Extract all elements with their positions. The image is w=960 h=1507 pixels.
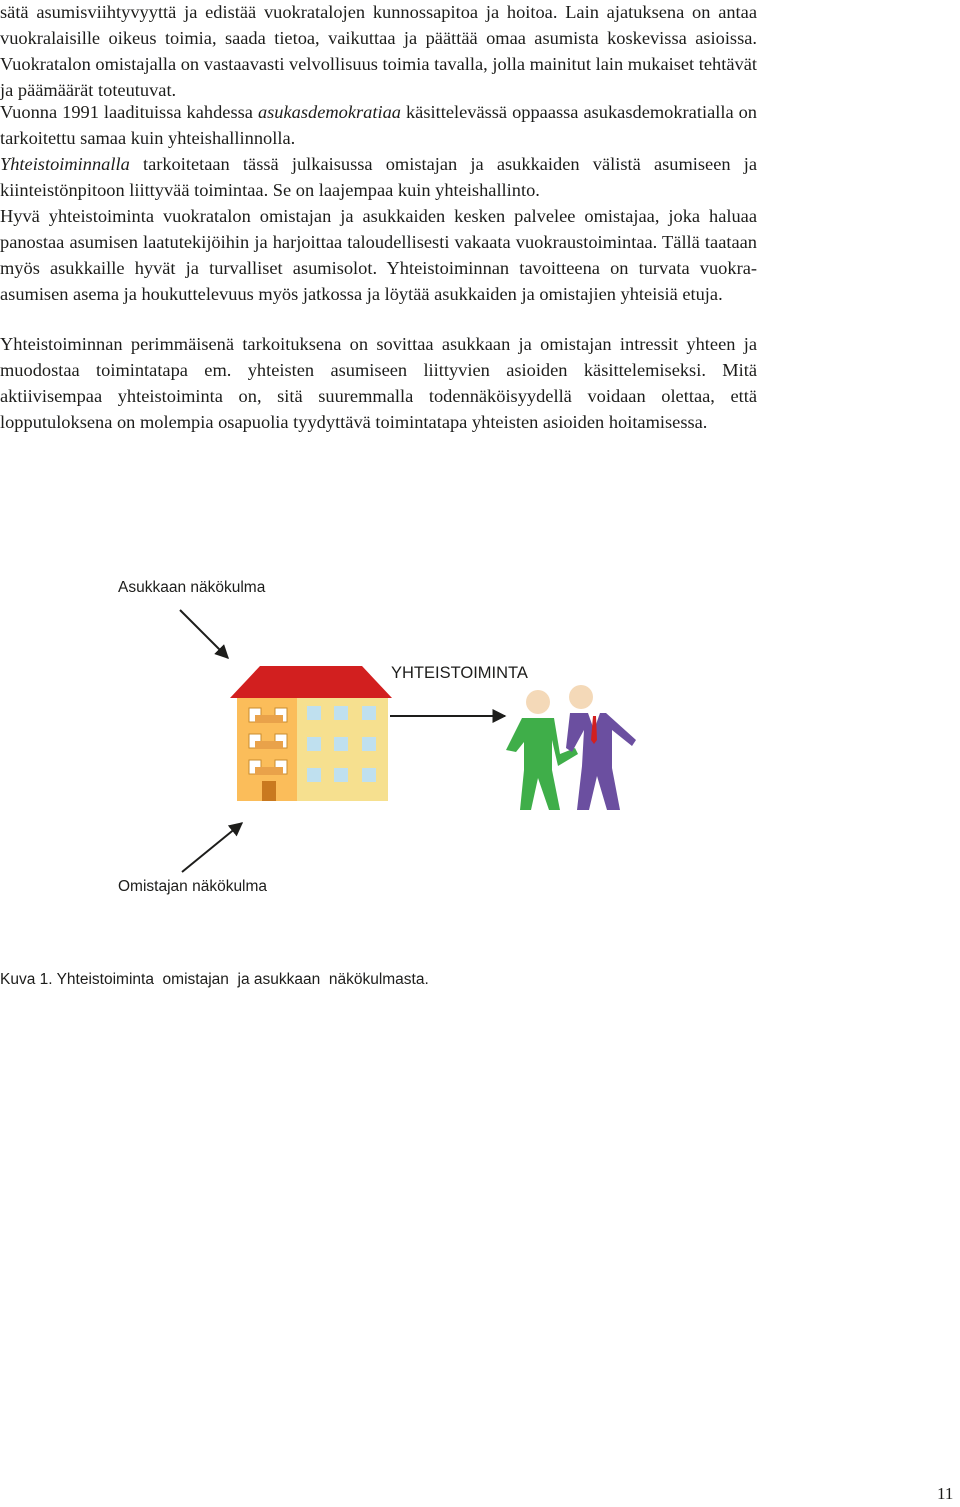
paragraph-good-cooperation: Hyvä yhteistoiminta vuokratalon omistajan ja asukkaiden kesken palvelee omistajaa, joka haluaa panostaa asumisen laatutekijöihin ja harjoittaa taloudellisesti vakaata vuokraustoimintaa. Tällä taataan myös asukkaille hyvät ja turvalliset asumisolot. Yhteistoiminnan tavoitteena on turvata vuokra-asumisen asema ja houkuttelevuus myös jatkossa ja löytää asukkaiden ja omistajien yhteisiä etuja.: [0, 206, 757, 304]
owner-perspective-label: Omistajan näkökulma: [118, 878, 268, 895]
paragraph-intro: sätä asumisviihtyvyyttä ja edistää vuokratalojen kunnossapitoa ja hoitoa. Lain ajatuksena on antaa vuokralaisille oikeus toimia, saada tietoa, vaikuttaa ja päättää omaa asumista koskevissa asioissa. Vuokratalon omistajalla on vastaavasti velvollisuus toimia tavalla, jolla mainitut lain mukaiset tehtävät ja päämäärät toteutuvat.: [0, 2, 757, 100]
resident-person-icon: [506, 690, 578, 810]
p2-text-after: käsittelevässä oppaassa asukasdemokratialla on tarkoitettu samaa kuin yhteishallinnolla.: [0, 102, 758, 148]
owner-person-icon: [566, 685, 636, 810]
paragraph-asukasdemokratia: [0, 100, 757, 152]
page-number: 11: [937, 1484, 954, 1503]
resident-perspective-label: Asukkaan näkökulma: [118, 579, 266, 596]
p3-italic-term: Yhteistoiminnalla: [0, 154, 130, 174]
paragraph-purpose: Yhteistoiminnan perimmäisenä tarkoituksena on sovittaa asukkaan ja omistajan intressit yhteen ja muodostaa toimintatapa em. yhteisten asumiseen liittyvien asioiden käsittelemiseksi. Mitä aktiivisempaa yhteistoiminta on, sitä suuremmalla todennäköisyydellä voidaan olettaa, että lopputuloksena on molempia osapuolia tyydyttävä toimintatapa yhteisten asioiden hoitamisessa.: [0, 334, 757, 432]
cooperation-illustration: [0, 560, 760, 890]
p2-text-before: Vuonna 1991 laadituissa kahdessa: [0, 102, 258, 122]
cooperation-label: YHTEISTOIMINTA: [391, 664, 528, 682]
p2-italic-term: asukasdemokratiaa: [257, 102, 401, 122]
figure-caption: Kuva 1. Yhteistoiminta omistajan ja asukkaan näkökulmasta.: [0, 971, 429, 988]
apartment-building-icon: [230, 666, 392, 801]
owner-arrow: [182, 823, 242, 872]
p3-text-after: tarkoitetaan tässä julkaisussa omistajan ja asukkaiden välistä asumiseen ja kiinteistönpitoon liittyvää toimintaa. Se on laajempaa kuin yhteishallinto.: [0, 154, 757, 200]
resident-arrow: [180, 610, 228, 658]
paragraph-yhteistoiminta-definition: [0, 152, 757, 204]
